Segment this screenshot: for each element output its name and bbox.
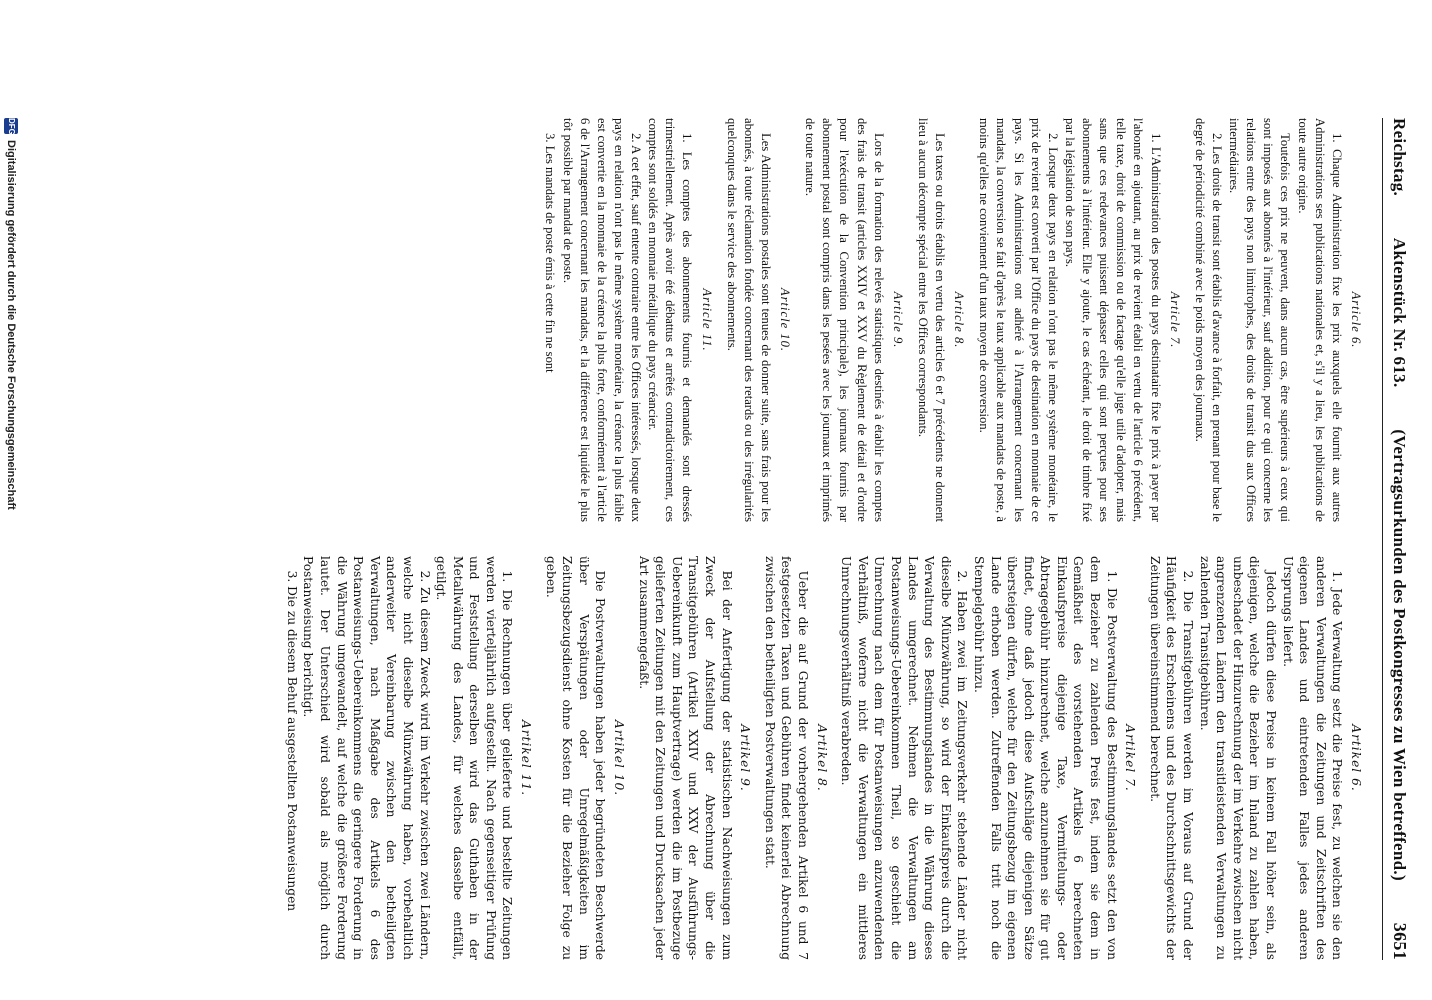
artikel-6-paragraph: 2. Die Transitgebühren werden im Voraus auf Grund der Häufigkeit des Erscheinens und des Durchschnittsgewichts der Zeitungen übereinstimmend berechnet. [1147,556,1196,960]
article-11-title-fr: Article 11. [699,288,714,352]
french-column [283,118,1372,522]
page-number: 3651 [1390,922,1410,960]
header-right: (Vertragsurkunden des Postkongresses zu Wien betreffend.) [1390,429,1409,881]
article-9-title-fr: Article 9. [890,291,905,349]
article-6-title-de: Artikel 6. [1349,724,1363,792]
article-6-paragraph: Toutefois ces prix ne peuvent, dans aucun cas, être supérieurs à ceux qui sont imposés aux abonnés à l'intérieur, sauf addition, pour ce qui concerne les relations entre des pays non limitrophes, des droits de transit dus aux Offices intermédiaires. [1227,118,1293,522]
article-8-paragraph: Les taxes ou droits établis en vertu des articles 6 et 7 précédents ne donnent lieu à aucun décompte spécial entre les Offices correspondants. [916,118,948,522]
artikel-11-paragraph: 1. Die Rechnungen über gelieferte und bestellte Zeitungen werden vierteljährlich aufgestellt. Nach gegenseitiger Prüfung und Feststellung derselben wird das Guthaben in der Metallwährung des Landes, für welches dasselbe entfällt, getilgt. [434,556,515,960]
artikel-11-paragraph: 2. Zu diesem Zweck wird im Verkehr zwischen zwei Ländern, welche nicht dieselbe Münzwährung haben, vorbehaltlich anderweiter Vereinbarung zwischen den betheiligten Verwaltungen, nach Maßgabe des Artikels 6 des Postanweisungs-Uebereinkommens die geringere Forderung in die Währung umgewandelt, auf welche die größere Forderung lautet. Der Unterschied wird sobald als möglich durch Postanweisung berichtigt. [301,556,432,960]
article-10-title-de: Artikel 10. [612,719,627,797]
article-7-paragraph: 1. L'Administration des postes du pays destinataire fixe le prix à payer par l'abonné en ajoutant, au prix de revient établi en vertu de l'article 6 précédent, telle taxe, droit de commission ou de factage qu'elle juge utile d'adopter, mais sans que ces redevances puissent dépasser celles qui sont perçues pour ses abonnements à l'intérieur. Elle y ajoute, le cas échéant, le droit de timbre fixé par la législation de son pays. [1063,118,1163,522]
header-left: Reichstag. [1390,118,1409,197]
article-11-paragraph: 1. Les comptes des abonnements fournis et demandés sont dressés trimestriellement. Après avoir été débattus et arrêtés contradictoirement, ces comptes sont soldés en monnaie métallique du pays créancier. [646,118,695,522]
article-10-paragraph: Les Administrations postales sont tenues de donner suite, sans frais pour les abonnés, à toute réclamation fondée concernant des retards ou des irrégularités quelconques dans le service des abonnements. [724,118,773,522]
article-8-title-de: Artikel 8. [814,724,829,792]
article-7-title-de: Artikel 7. [1123,724,1138,792]
artikel-8-paragraph: Ueber die auf Grund der vorhergehenden Artikel 6 und 7 festgesetzten Taxen und Gebühren findet keinerlei Abrechnung zwischen den betheiligten Postverwaltungen statt. [762,556,810,960]
artikel-7-paragraph: 2. Haben zwei im Zeitungsverkehr stehende Länder nicht dieselbe Münzwährung, so wird der Einkaufspreis durch die Verwaltung des Bestimmungslandes in die Währung dieses Landes umgerechnet. Nehmen die Verwaltungen am Postanweisungs-Uebereinkommen Theil, so geschieht die Umrechnung nach dem für Postanweisungen anzuwendenden Verhältniß, woferne nicht die Verwaltungen ein mittleres Umrechnungsverhältniß verabreden. [839,556,970,960]
header-center: Aktenstück Nr. 613. [1390,237,1409,388]
german-column [283,556,1372,960]
dfg-logo-icon: DFG [4,118,18,134]
article-8-title-fr: Article 8. [952,291,967,349]
footer-text: Digitalisierung gefördert durch die Deutsche Forschungsgemeinschaft [5,140,17,510]
article-7-paragraph: 2. Lorsque deux pays en relation n'ont pas le même système monétaire, le prix de revient est converti par l'Office du pays de destination en monnaie de ce pays. Si les Administrations ont adhéré à l'Arrangement concernant les mandats, la conversion se fait d'après le taux applicable aux mandats de poste, à moins qu'elles ne conviennent d'un taux moyen de conversion. [977,118,1060,522]
article-11-paragraph: 2. A cet effet, sauf entente contraire entre les Offices intéressés, lorsque deux pays en relation n'ont pas le même système monétaire, la créance la plus faible est convertie en la monnaie de la créance la plus forte, conformément à l'article 6 de l'Arrangement concernant les mandats, et la différence est liquidée le plus tôt possible par mandat de poste. [560,118,644,522]
artikel-7-paragraph: 1. Die Postverwaltung des Bestimmungslandes setzt den von dem Bezieher zu zahlenden Preis fest, indem sie dem in Gemäßheit des vorstehenden Artikels 6 berechneten Einkaufspreise diejenige Taxe, Vermittelungs- oder Abtragegebühr hinzurechnet, welche anzunehmen sie für gut findet, ohne daß jedoch diese Aufschläge diejenigen Sätze übersteigen dürfen, welche für den Zeitungsbezug im eigenen Lande erhoben werden. Zutreffenden Falls tritt noch die Stempelgebühr hinzu. [971,556,1119,960]
article-11-paragraph: 3. Les mandats de poste émis à cette fin ne sont [543,133,558,373]
running-header [1382,118,1410,960]
article-9-paragraph: Lors de la formation des relevés statistiques destinés à établir les comptes des frais de transit (articles XXIV et XXV du Règlement de détail et d'ordre pour l'exécution de la Convention principale), les journaux fournis par abonnement postal sont compris dans les pesées avec les journaux et imprimés de toute nature. [803,118,886,522]
artikel-10-paragraph: Die Postverwaltungen haben jeder begründeten Beschwerde über Verspätungen oder Unregelmäßigkeiten im Zeitungsbezugsdienst ohne Kosten für die Bezieher Folge zu geben. [543,556,608,960]
artikel-9-paragraph: Bei der Anfertigung der statistischen Nachweisungen zum Zweck der Aufstellung der Abrechnung über die Transitgebühren (Artikel XXIV und XXV der Ausführungs-Uebereinkunft zum Hauptvertrage) werden die im Postbezuge gelieferten Zeitungen mit den Zeitungen und Drucksachen jeder Art zusammengefaßt. [636,556,734,960]
article-9-title-de: Artikel 9. [738,724,753,792]
artikel-11-paragraph: 3. Die zu diesem Behuf ausgestellten Postanweisungen [284,570,299,912]
artikel-6-paragraph: Jedoch dürfen diese Preise in keinem Fall höher sein, als diejenigen, welche die Bezieher im Inland zu zahlen haben, unbeschadet der Hinzurechnung der im Verkehre zwischen nicht angrenzenden Ländern den transitleistenden Verwaltungen zu zahlenden Transitgebühren. [1197,556,1279,960]
article-11-title-de: Artikel 11. [519,719,534,797]
digitization-footer [4,118,18,510]
article-6-title-fr: Article 6. [1349,291,1363,349]
artikel-6-paragraph: 1. Jede Verwaltung setzt die Preise fest, zu welchen sie den anderen Verwaltungen die Zeitungen und Zeitschriften des eigenen Landes und eintretenden Falles jedes anderen Ursprungs liefert. [1280,556,1345,960]
article-7-title-fr: Article 7. [1167,291,1182,349]
article-6-paragraph: 1. Chaque Administration fixe les prix auxquels elle fournit aux autres Administrations ses publications nationales et, s'il y a lieu, les publications de toute autre origine. [1295,118,1344,522]
article-6-paragraph: 2. Les droits de transit sont établis d'avance à forfait, en prenant pour base le degré de périodicité combiné avec le poids moyen des journaux. [1192,118,1224,522]
article-10-title-fr: Article 10. [778,287,793,353]
